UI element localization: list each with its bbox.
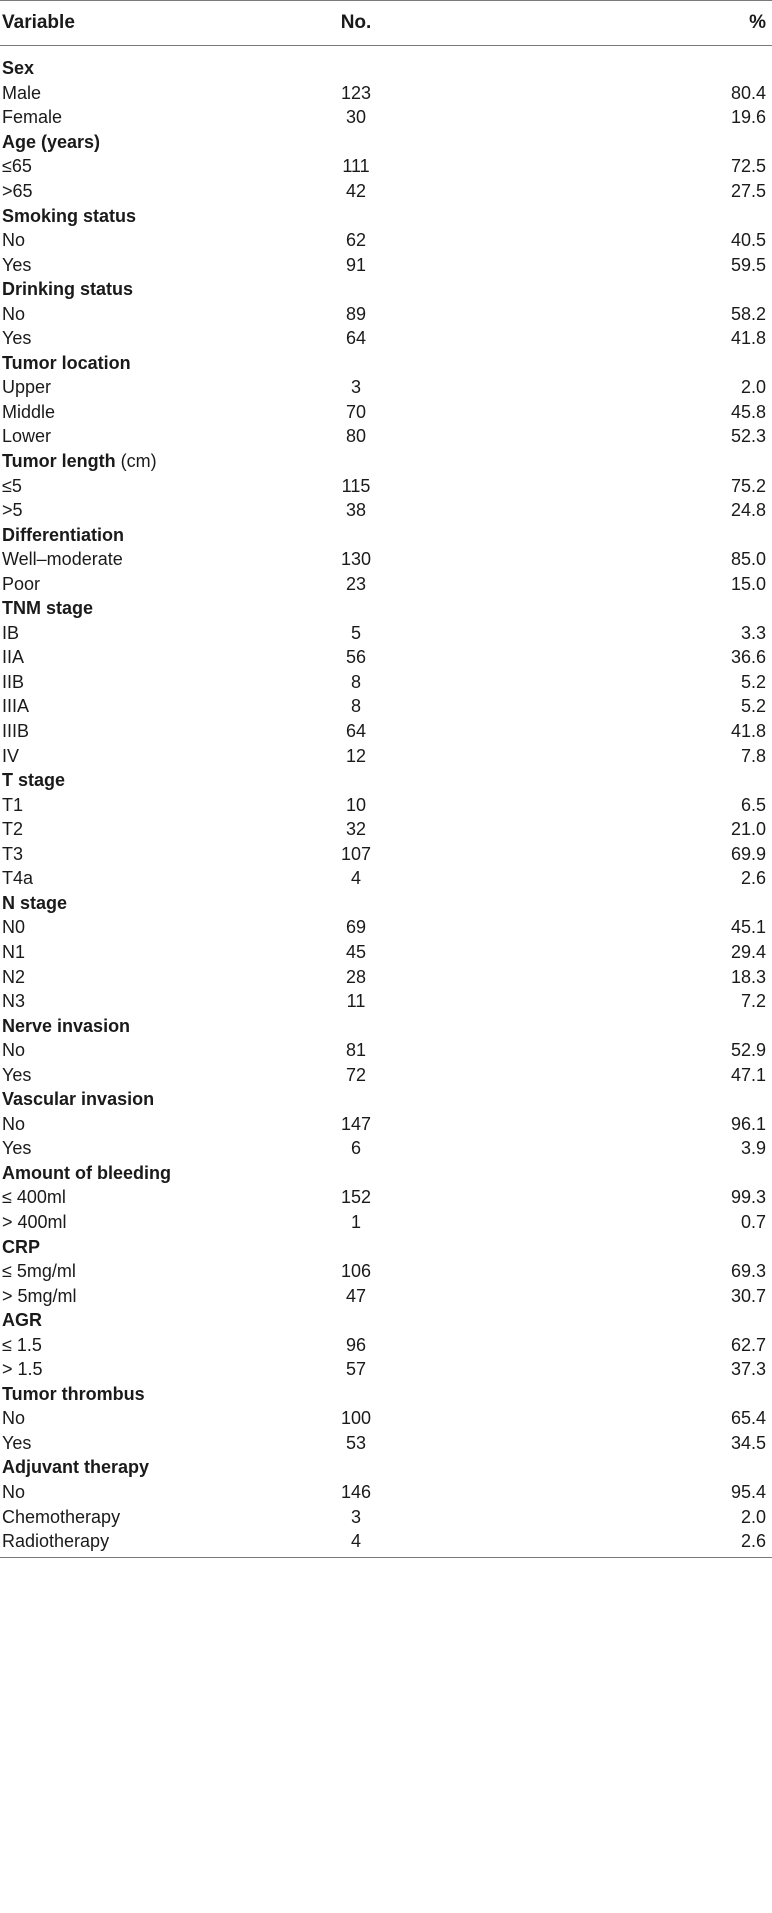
section-row (0, 1234, 772, 1259)
section-row (0, 1308, 772, 1333)
table-row (0, 1283, 772, 1308)
label-text: IV (2, 745, 20, 766)
cell-pct: 47.1 (730, 1064, 766, 1085)
section-label (0, 599, 302, 617)
cell-pct: 41.8 (730, 328, 766, 349)
cell-pct: 7.2 (740, 991, 766, 1012)
row-label (0, 673, 302, 691)
row-label (0, 648, 302, 666)
cell-pct: 2.0 (740, 377, 766, 398)
label-text: Upper (2, 377, 52, 398)
cell-no: 80 (345, 426, 367, 447)
label-text: Nerve invasion (2, 1015, 131, 1036)
cell-no: 81 (345, 1040, 367, 1061)
cell-no: 69 (345, 917, 367, 938)
cell-no: 146 (340, 1481, 372, 1502)
section-label (0, 1238, 302, 1256)
row-label (0, 427, 302, 445)
row-label (0, 1213, 302, 1231)
row-label (0, 1262, 302, 1280)
table-row (0, 670, 772, 695)
cell-pct: 2.6 (740, 868, 766, 889)
table-row (0, 375, 772, 400)
label-text: IIB (2, 671, 25, 692)
row-label (0, 256, 302, 274)
cell-pct: 59.5 (730, 254, 766, 275)
table-row (0, 621, 772, 646)
table-row (0, 1529, 772, 1554)
label-text: T1 (2, 794, 24, 815)
label-text: IIIA (2, 696, 30, 717)
label-text: Drinking status (2, 279, 134, 300)
section-label (0, 280, 302, 298)
row-label (0, 1139, 302, 1157)
cell-pct: 30.7 (730, 1285, 766, 1306)
section-label (0, 1385, 302, 1403)
cell-pct: 69.3 (730, 1261, 766, 1282)
table-row (0, 817, 772, 842)
section-label (0, 771, 302, 789)
label-text: ≤5 (2, 475, 22, 496)
cell-no: 89 (345, 303, 367, 324)
header-pct: % (749, 12, 766, 33)
cell-pct: 41.8 (730, 721, 766, 742)
cell-no: 4 (350, 1531, 361, 1552)
label-text: ≤ 1.5 (2, 1334, 42, 1355)
table-row (0, 1062, 772, 1087)
cell-no: 96 (345, 1334, 367, 1355)
table-row (0, 105, 772, 130)
bottom-rule (0, 1557, 772, 1558)
row-label (0, 1434, 302, 1452)
label-text: No (2, 230, 26, 251)
cell-pct: 2.0 (740, 1506, 766, 1527)
row-label (0, 1041, 302, 1059)
cell-pct: 52.3 (730, 426, 766, 447)
section-label (0, 1311, 302, 1329)
section-label (0, 894, 302, 912)
table-row (0, 1136, 772, 1161)
section-label (0, 1458, 302, 1476)
row-label (0, 943, 302, 961)
table-row (0, 1038, 772, 1063)
table-row (0, 719, 772, 744)
row-label (0, 820, 302, 838)
table-row (0, 547, 772, 572)
cell-no: 45 (345, 941, 367, 962)
label-text: Tumor length (2, 451, 116, 472)
label-text: Sex (2, 58, 35, 79)
table-row (0, 424, 772, 449)
table-row (0, 964, 772, 989)
table-row (0, 743, 772, 768)
row-label (0, 869, 302, 887)
table-body (0, 46, 772, 1557)
table-row (0, 1480, 772, 1505)
label-text: Amount of bleeding (2, 1162, 171, 1183)
cell-no: 111 (342, 156, 370, 177)
cell-pct: 19.6 (730, 107, 766, 128)
label-text: AGR (2, 1310, 42, 1331)
cell-no: 56 (345, 647, 367, 668)
label-text: T4a (2, 868, 34, 889)
cell-pct: 0.7 (740, 1211, 766, 1232)
section-row (0, 1455, 772, 1480)
cell-no: 130 (340, 549, 372, 570)
cell-pct: 6.5 (740, 794, 766, 815)
cell-no: 5 (350, 622, 361, 643)
label-text: N1 (2, 941, 26, 962)
cell-no: 42 (345, 181, 367, 201)
row-label (0, 305, 302, 323)
label-text: IIA (2, 647, 25, 668)
section-row (0, 522, 772, 547)
cell-no: 70 (345, 401, 367, 422)
label-text: T3 (2, 843, 24, 864)
cell-no: 38 (345, 500, 367, 521)
row-label (0, 1409, 302, 1427)
cell-no: 47 (345, 1285, 367, 1306)
row-label (0, 1508, 302, 1526)
section-label (0, 1090, 302, 1108)
row-label (0, 84, 302, 102)
cell-no: 6 (350, 1138, 361, 1159)
cell-pct: 45.8 (730, 401, 766, 422)
cell-no: 107 (340, 843, 372, 864)
row-label (0, 501, 302, 519)
section-row (0, 1382, 772, 1407)
row-label (0, 968, 302, 986)
table-row (0, 1210, 772, 1235)
cell-pct: 52.9 (730, 1040, 766, 1061)
label-text: Tumor thrombus (2, 1383, 145, 1404)
label-text: N0 (2, 917, 26, 938)
label-text: IB (2, 622, 20, 643)
cell-no: 147 (340, 1113, 372, 1134)
row-label (0, 477, 302, 495)
cell-pct: 69.9 (730, 843, 766, 864)
cell-pct: 24.8 (730, 500, 766, 521)
section-label (0, 59, 302, 77)
label-text: > 5mg/ml (2, 1285, 77, 1306)
table-row (0, 694, 772, 719)
cell-no: 23 (345, 573, 367, 594)
table-row (0, 1357, 772, 1382)
cell-no: 64 (345, 328, 367, 349)
cell-no: 12 (345, 745, 367, 766)
row-label (0, 624, 302, 642)
table-row (0, 989, 772, 1014)
label-text: Adjuvant therapy (2, 1457, 150, 1478)
cell-pct: 29.4 (730, 941, 766, 962)
cell-no: 4 (350, 868, 361, 889)
label-text: Yes (2, 328, 32, 349)
section-label (0, 1017, 302, 1035)
section-row (0, 203, 772, 228)
section-row (0, 277, 772, 302)
label-text: > 400ml (2, 1211, 67, 1232)
table-header (0, 1, 772, 45)
label-text: Radiotherapy (2, 1531, 110, 1552)
section-row (0, 449, 772, 474)
cell-pct: 72.5 (730, 156, 766, 177)
label-text: Yes (2, 1138, 32, 1159)
row-label (0, 550, 302, 568)
label-text: Yes (2, 1064, 32, 1085)
section-row (0, 1087, 772, 1112)
label-text: Vascular invasion (2, 1089, 155, 1110)
section-label (0, 133, 302, 151)
cell-no: 3 (350, 1506, 361, 1527)
label-text: N3 (2, 991, 26, 1012)
section-row (0, 596, 772, 621)
row-label (0, 697, 302, 715)
cell-pct: 2.6 (740, 1531, 766, 1552)
label-text: Male (2, 82, 42, 103)
cell-pct: 15.0 (730, 573, 766, 594)
label-text: ≤ 400ml (2, 1187, 66, 1208)
label-text: No (2, 1113, 26, 1134)
cell-pct: 45.1 (730, 917, 766, 938)
table-row (0, 301, 772, 326)
cell-no: 91 (345, 254, 367, 275)
table-row (0, 1332, 772, 1357)
table-row (0, 792, 772, 817)
section-row (0, 1161, 772, 1186)
row-label (0, 378, 302, 396)
row-label (0, 575, 302, 593)
section-unit: (cm) (115, 451, 157, 472)
section-row (0, 768, 772, 793)
table-row (0, 498, 772, 523)
section-row (0, 351, 772, 376)
row-label (0, 182, 302, 200)
cell-pct: 80.4 (730, 82, 766, 103)
row-label (0, 1066, 302, 1084)
table-row (0, 179, 772, 204)
cell-no: 1 (350, 1211, 361, 1232)
table-row (0, 1504, 772, 1529)
cell-pct: 3.3 (740, 622, 766, 643)
cell-pct: 37.3 (730, 1359, 766, 1380)
label-text: Age (years) (2, 131, 101, 152)
cell-no: 3 (350, 377, 361, 398)
label-text: T2 (2, 819, 24, 840)
label-text: N stage (2, 892, 68, 913)
table-row (0, 940, 772, 965)
cell-no: 8 (350, 671, 361, 692)
table-row (0, 1112, 772, 1137)
section-label (0, 207, 302, 225)
row-label (0, 796, 302, 814)
cell-no: 10 (345, 794, 367, 815)
row-label (0, 845, 302, 863)
label-text: TNM stage (2, 598, 94, 619)
cell-no: 100 (340, 1408, 372, 1429)
cell-no: 64 (345, 721, 367, 742)
row-label (0, 329, 302, 347)
cell-pct: 96.1 (730, 1113, 766, 1134)
label-text: N2 (2, 966, 26, 987)
row-label (0, 1287, 302, 1305)
label-text: Lower (2, 426, 52, 447)
label-text: No (2, 1408, 26, 1429)
cell-pct: 75.2 (730, 475, 766, 496)
label-text: Smoking status (2, 205, 137, 226)
row-label (0, 1483, 302, 1501)
label-text: ≤ 5mg/ml (2, 1261, 76, 1282)
row-label (0, 1188, 302, 1206)
section-label (0, 1164, 302, 1182)
section-row (0, 1013, 772, 1038)
cell-no: 8 (350, 696, 361, 717)
label-text: >5 (2, 500, 23, 521)
label-text: Tumor location (2, 352, 131, 373)
label-text: > 1.5 (2, 1359, 43, 1380)
cell-no: 62 (345, 230, 367, 251)
row-label (0, 722, 302, 740)
cell-pct: 3.9 (740, 1138, 766, 1159)
label-text: >65 (2, 181, 33, 201)
label-text: Chemotherapy (2, 1506, 121, 1527)
label-text: Well–moderate (2, 549, 123, 570)
row-label (0, 918, 302, 936)
table-row (0, 1259, 772, 1284)
table-row (0, 400, 772, 425)
row-label (0, 992, 302, 1010)
row-label (0, 231, 302, 249)
row-label (0, 108, 302, 126)
cell-pct: 34.5 (730, 1432, 766, 1453)
cell-no: 30 (345, 107, 367, 128)
cell-no: 32 (345, 819, 367, 840)
table-row (0, 571, 772, 596)
section-label (0, 526, 302, 544)
cell-no: 53 (345, 1432, 367, 1453)
label-text: ≤65 (2, 156, 32, 177)
cell-pct: 95.4 (730, 1481, 766, 1502)
row-label (0, 1115, 302, 1133)
table-row (0, 915, 772, 940)
cell-no: 152 (340, 1187, 372, 1208)
cell-no: 123 (340, 82, 372, 103)
cell-pct: 5.2 (740, 696, 766, 717)
table-row (0, 228, 772, 253)
cell-pct: 99.3 (730, 1187, 766, 1208)
section-label (0, 452, 302, 470)
label-text: Female (2, 107, 63, 128)
label-text: Differentiation (2, 524, 125, 545)
cell-no: 72 (345, 1064, 367, 1085)
row-label (0, 403, 302, 421)
cell-pct: 21.0 (730, 819, 766, 840)
label-text: Middle (2, 401, 56, 422)
section-row (0, 891, 772, 916)
row-label (0, 747, 302, 765)
cell-no: 115 (341, 475, 371, 496)
header-no: No. (340, 12, 372, 33)
table-row (0, 252, 772, 277)
row-label (0, 157, 302, 175)
cell-pct: 40.5 (730, 230, 766, 251)
table-row (0, 326, 772, 351)
table-row (0, 645, 772, 670)
cell-pct: 36.6 (730, 647, 766, 668)
section-row (0, 56, 772, 81)
cell-no: 28 (345, 966, 367, 987)
row-label (0, 1336, 302, 1354)
cell-pct: 7.8 (740, 745, 766, 766)
cell-pct: 65.4 (730, 1408, 766, 1429)
label-text: T stage (2, 770, 66, 791)
label-text: CRP (2, 1236, 41, 1257)
cell-pct: 18.3 (730, 966, 766, 987)
table-row (0, 1185, 772, 1210)
table-row (0, 866, 772, 891)
section-row (0, 130, 772, 155)
header-variable: Variable (2, 12, 75, 33)
label-text: IIIB (2, 721, 30, 742)
cell-no: 11 (346, 991, 366, 1012)
table-row (0, 1406, 772, 1431)
table-row (0, 81, 772, 106)
table-row (0, 473, 772, 498)
cell-pct: 5.2 (740, 671, 766, 692)
cell-no: 106 (340, 1261, 372, 1282)
row-label (0, 1532, 302, 1550)
cell-pct: 62.7 (730, 1334, 766, 1355)
label-text: Yes (2, 254, 32, 275)
table-row (0, 1431, 772, 1456)
label-text: No (2, 1040, 26, 1061)
label-text: No (2, 1481, 26, 1502)
cell-pct: 27.5 (730, 181, 766, 201)
table-row (0, 154, 772, 179)
row-label (0, 1360, 302, 1378)
section-label (0, 354, 302, 372)
label-text: Yes (2, 1432, 32, 1453)
label-text: No (2, 303, 26, 324)
cell-pct: 58.2 (730, 303, 766, 324)
cell-no: 57 (345, 1359, 367, 1380)
cell-pct: 85.0 (730, 549, 766, 570)
table-row (0, 842, 772, 867)
label-text: Poor (2, 573, 41, 594)
